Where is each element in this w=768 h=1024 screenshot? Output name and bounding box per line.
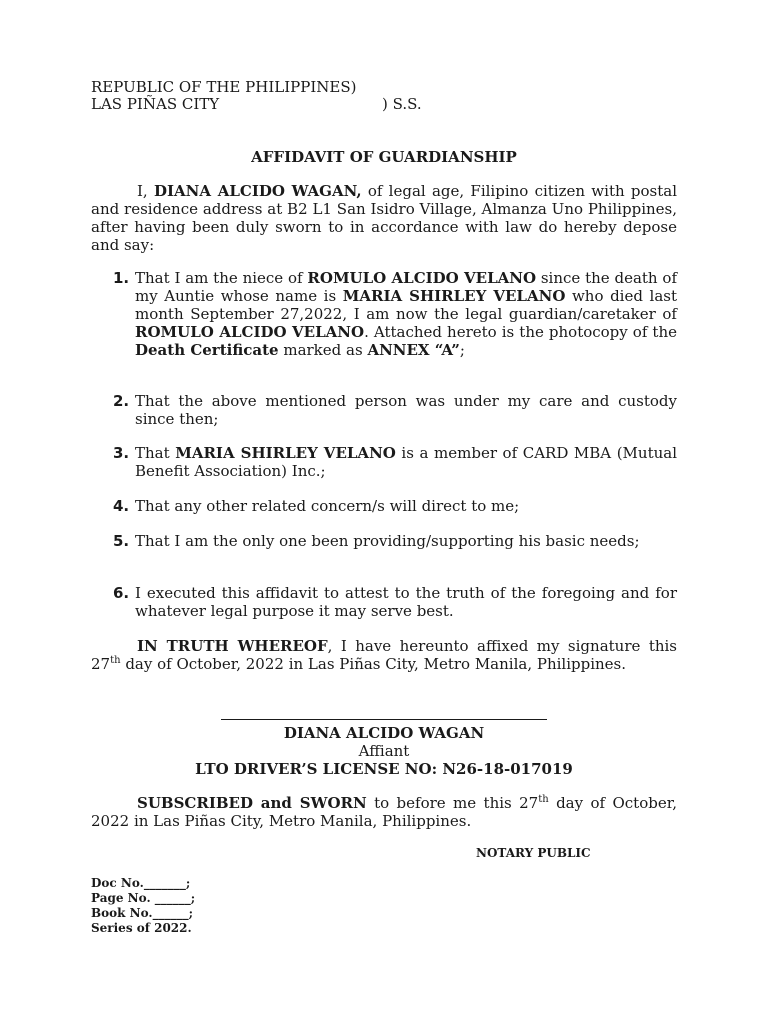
document-title: AFFIDAVIT OF GUARDIANSHIP <box>251 148 517 166</box>
drivers-license: LTO DRIVER’S LICENSE NO: N26-18-017019 <box>195 760 573 778</box>
truth-part: , I have hereunto affixed my signature this 27 <box>91 637 677 673</box>
item-5-text: That I am the only one been providing/supporting his basic needs; <box>135 532 640 550</box>
book-no: Book No.______; <box>91 906 194 920</box>
jurat-paragraph <box>91 794 677 830</box>
annex-label: ANNEX “A” <box>367 341 460 359</box>
intro-paragraph <box>91 182 677 254</box>
truth-part: day of October, 2022 in Las Piñas City, Metro Manila, Philippines. <box>120 655 626 673</box>
item-2-number: 2. <box>113 392 130 410</box>
item-1-part: That I am the niece of <box>135 269 308 287</box>
member-name: MARIA SHIRLEY VELANO <box>175 444 396 462</box>
caption-city: LAS PIÑAS CITY <box>91 95 220 113</box>
item-1-part: marked as <box>278 341 368 359</box>
jurat-sup: th <box>538 794 549 805</box>
series: Series of 2022. <box>91 921 192 935</box>
jurat-part: to before me this 27 <box>366 794 539 812</box>
item-4-number: 4. <box>113 497 130 515</box>
item-5-number: 5. <box>113 532 130 550</box>
item-1-part: . Attached hereto is the photocopy of the <box>364 323 678 341</box>
caption-ss: ) S.S. <box>382 95 422 113</box>
truth-sup: th <box>110 655 121 666</box>
item-1-text <box>135 269 677 359</box>
item-6-number: 6. <box>113 584 130 602</box>
auntie-name: MARIA SHIRLEY VELANO <box>342 287 566 305</box>
item-3-number: 3. <box>113 444 130 462</box>
item-4-text: That any other related concern/s will direct to me; <box>135 497 520 515</box>
in-truth-whereof: IN TRUTH WHEREOF <box>137 637 328 655</box>
subscribed-and-sworn: SUBSCRIBED and SWORN <box>137 794 367 812</box>
intro-pre: I, <box>137 182 154 200</box>
intro-rest: of legal age, Filipino citizen with postal and residence address at B2 L1 San Isidro Village, Almanza Uno Philippines, after having been duly sworn to in accordance with law do hereby depose and say: <box>91 182 677 254</box>
item-1-part: ; <box>459 341 465 359</box>
item-1-number: 1. <box>113 269 130 287</box>
item-6-text: I executed this affidavit to attest to the truth of the foregoing and for whatever legal purpose it may serve best. <box>135 584 677 620</box>
item-1-part: since the death of my Auntie whose name is <box>135 269 677 305</box>
doc-no: Doc No._______; <box>91 876 191 890</box>
ward-name: ROMULO ALCIDO VELANO <box>135 323 365 341</box>
affiant-role: Affiant <box>358 742 410 760</box>
notary-public: NOTARY PUBLIC <box>476 846 591 860</box>
item-3-part: That <box>135 444 176 462</box>
page-no: Page No. ______; <box>91 891 196 905</box>
affiant-name-inline: DIANA ALCIDO WAGAN, <box>153 182 362 200</box>
item-3-part: is a member of CARD MBA (Mutual Benefit Association) Inc.; <box>135 444 678 480</box>
ward-name: ROMULO ALCIDO VELANO <box>307 269 537 287</box>
signature-line <box>221 719 547 720</box>
death-certificate-label: Death Certificate <box>135 341 279 359</box>
item-2-text: That the above mentioned person was under my care and custody since then; <box>135 392 677 428</box>
caption-republic: REPUBLIC OF THE PHILIPPINES) <box>91 78 357 96</box>
item-1-part: who died last month September 27,2022, I am now the legal guardian/caretaker of <box>135 287 677 323</box>
item-3-text <box>135 444 677 480</box>
truth-paragraph <box>91 637 677 673</box>
affiant-name: DIANA ALCIDO WAGAN <box>283 724 485 742</box>
jurat-part: day of October, 2022 in Las Piñas City, Metro Manila, Philippines. <box>91 794 677 830</box>
